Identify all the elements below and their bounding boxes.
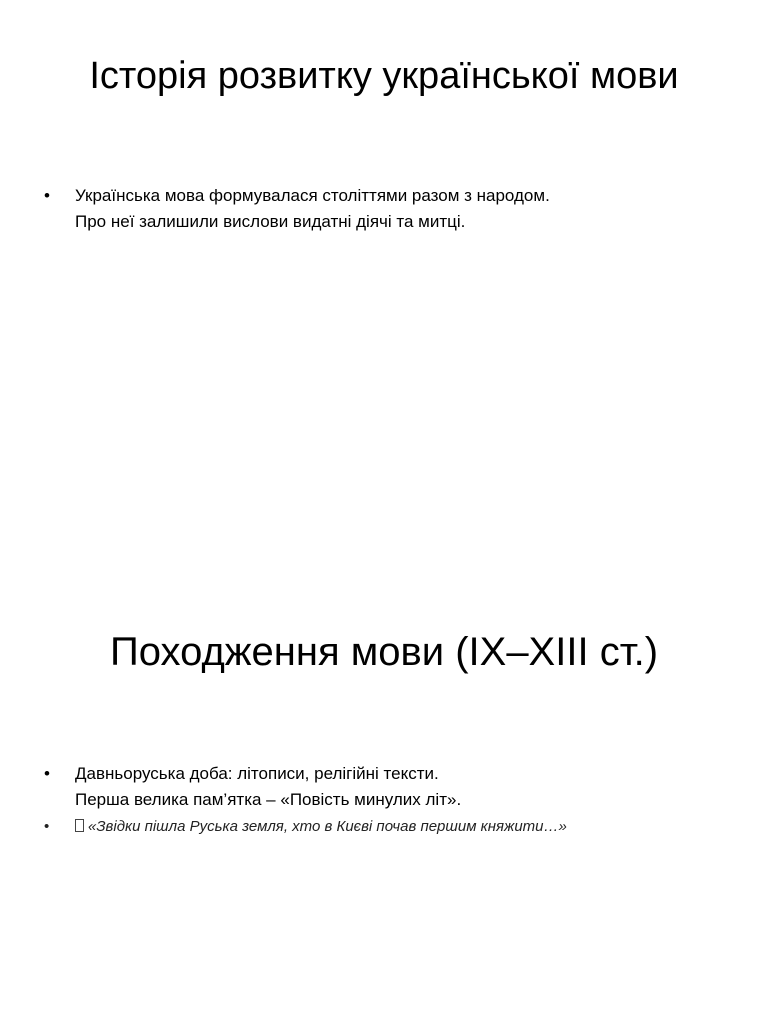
quote-text: «Звідки пішла Руська земля, хто в Києві почав першим княжити…» — [88, 818, 567, 835]
bullet-text-line: Українська мова формувалася століттями разом з народом. — [75, 186, 550, 205]
bullet-list — [40, 183, 740, 238]
bullet-dot-icon: • — [44, 186, 50, 205]
slide-title: Походження мови (IX–XIII ст.) — [109, 630, 659, 674]
bullet-item — [40, 183, 740, 235]
quote-bullet-item — [40, 816, 740, 838]
bullet-dot-icon: • — [44, 764, 50, 783]
slide-title: Історія розвитку української мови — [89, 55, 679, 97]
bullet-text-line: Про неї залишили вислови видатні діячі та митці. — [75, 212, 466, 231]
bullet-dot-icon: • — [44, 818, 50, 835]
bullet-list — [40, 761, 740, 841]
bullet-text-line: Давньоруська доба: літописи, релігійні тексти. — [75, 764, 439, 783]
missing-glyph-icon — [75, 819, 84, 832]
bullet-text-line: Перша велика пам’ятка – «Повість минулих літ». — [75, 790, 462, 809]
slide-2 — [0, 512, 768, 1024]
quote-line — [75, 816, 740, 838]
bullet-item — [40, 761, 740, 813]
